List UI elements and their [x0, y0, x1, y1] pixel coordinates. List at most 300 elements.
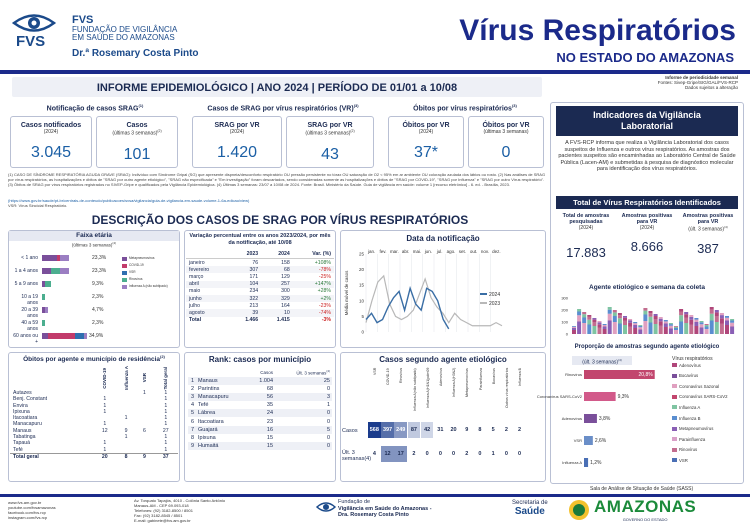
amazonas-flag-icon — [568, 499, 590, 521]
stack-bar — [638, 330, 642, 335]
vr-title: Casos de SRAG por vírus respiratórios (VR)$^{(3)}$ — [207, 103, 359, 113]
lab-legend-swatch — [672, 384, 677, 388]
stack-bar — [674, 327, 678, 328]
agentes-title: Casos segundo agente etiológico — [379, 355, 507, 364]
mun-cell: 8 — [124, 453, 128, 460]
rank-cell: 6 — [190, 418, 194, 425]
stack-bar — [649, 313, 653, 316]
line-ytick: 15 — [358, 282, 364, 288]
lab-prop-sub: (últ. 3 semanas)$^{(4)}$ — [572, 356, 632, 365]
var-cell: 213 — [249, 302, 259, 309]
age-bar-segment — [51, 268, 60, 274]
stack-bar — [725, 318, 729, 321]
org-acronym: FVS — [72, 14, 94, 26]
mun-cell: 1 — [103, 408, 107, 415]
stack-ytick: 300 — [561, 295, 568, 301]
mun-cell: Benj. Constant — [13, 396, 48, 403]
org-dr: Dr.ª Rosemary Costa Pinto — [72, 48, 199, 59]
mun-cell: Tapauá — [13, 440, 31, 447]
stack-bar — [638, 325, 642, 326]
agentes-col-label: Parainfluenza — [478, 368, 483, 390]
stack-bar — [638, 326, 642, 327]
age-legend-label: COVID-19 — [129, 263, 144, 267]
age-bar-segment — [42, 320, 45, 326]
stack-bar — [649, 311, 653, 313]
var-cell: abril — [186, 281, 230, 288]
mun-cell: 1 — [164, 396, 168, 403]
stack-bar — [572, 328, 576, 330]
agentes-casos-cell: 249 — [394, 422, 407, 438]
stack-bar — [608, 310, 612, 314]
var-cell: 1.415 — [276, 317, 290, 324]
page-subtitle: NO ESTADO DO AMAZONAS — [556, 50, 734, 65]
age-legend-swatch — [122, 264, 127, 268]
stack-bar — [613, 316, 617, 322]
rank-cell: Guajará — [198, 426, 218, 433]
agentes-row-label: Casos — [342, 428, 358, 434]
lab-legend-label: Adenovírus — [679, 362, 701, 368]
line-month-label: abr. — [401, 249, 410, 254]
stack-bar — [669, 329, 673, 335]
stack-bar — [603, 324, 607, 325]
lab-legend-label: Bocavírus — [679, 373, 699, 379]
lab-legend-label: Coronavírus Sazonal — [679, 383, 720, 389]
age-chart — [10, 255, 180, 347]
mun-cell: 9 — [124, 427, 128, 434]
footer-link-facebook[interactable]: facebook.com/fvs.rcp — [8, 510, 46, 515]
rank-cell: 56 — [266, 393, 274, 400]
rank-cell: 5 — [190, 410, 194, 417]
stack-bar — [679, 315, 683, 321]
stack-bar — [705, 325, 709, 327]
agentes-casos-cell: 9 — [465, 427, 469, 433]
agentes-col-label: Influenza A(H3N2) — [452, 368, 457, 398]
rank-cell: 3 — [190, 393, 194, 400]
agentes-col-label: Adenovírus — [439, 368, 443, 387]
stack-bar — [587, 320, 591, 325]
age-row-pct: 9,3% — [92, 281, 104, 287]
age-row-pct: 2,3% — [92, 320, 104, 326]
agentes-ult-cell: 1 — [491, 451, 495, 457]
rank-cell: 0 — [326, 385, 330, 392]
age-row-label: 10 a 19 anos — [21, 294, 38, 306]
stack-bar — [628, 323, 632, 327]
stack-bar — [720, 324, 724, 335]
rank-cell: 0 — [326, 434, 330, 441]
page-title: Vírus Respiratórios — [459, 14, 736, 47]
lab-prop-title: Proporção de amostras segundo agente etiológico — [574, 344, 720, 350]
line-month-label: mar. — [389, 249, 399, 254]
rank-cell: 1 — [326, 402, 330, 409]
stack-bar — [664, 324, 668, 328]
rank-cell: Humaitá — [198, 443, 219, 450]
rank-cell: 15 — [266, 443, 274, 450]
stack-bar — [705, 327, 709, 330]
age-row-label: < 1 ano — [21, 255, 38, 261]
mun-cell: 1 — [164, 446, 168, 453]
mun-header-cell: Influenza A — [123, 366, 129, 390]
lab-kpi-total: Total de amostras pesquisadas (2024) 17.883 — [562, 213, 610, 260]
stack-ytick: 100 — [561, 319, 568, 325]
stack-bar — [643, 308, 647, 311]
var-cell: -25% — [318, 273, 331, 280]
srag-kpi-ultimas: Casos (últimas 3 semanas)$^{(2)}$ 101 — [96, 116, 178, 168]
stack-bar — [684, 314, 688, 317]
info-bar-text: INFORME EPIDEMIOLÓGICO | ANO 2024 | PERÍODO DE 01/01 a 10/08 — [96, 82, 458, 94]
agentes-ult-cell: 0 — [438, 451, 442, 457]
var-cell: maio — [189, 288, 201, 295]
age-bar-segment — [75, 333, 84, 339]
prop-bar-value: 20,8% — [638, 372, 653, 378]
lab-legend-label: Influenza A — [679, 404, 701, 410]
var-row — [186, 302, 334, 309]
age-legend-swatch — [122, 257, 127, 261]
var-cell: +28% — [317, 288, 331, 295]
var-cell: -3% — [321, 317, 331, 324]
agentes-ult-cell: 2 — [412, 451, 416, 457]
mun-cell — [117, 447, 135, 454]
age-row-label: 60 anos ou + — [13, 333, 38, 345]
var-cell: 322 — [230, 295, 262, 302]
footer-link-youtube[interactable]: youtube.com/fvsamazonas — [8, 505, 56, 510]
rank-cell: 15 — [266, 434, 274, 441]
obitos-kpi-ultimas: Óbitos por VR (últimas 3 semanas) 0 — [468, 116, 544, 168]
line-month-label: out. — [469, 249, 478, 254]
mun-cell: 1 — [103, 446, 107, 453]
rank-row — [188, 434, 332, 442]
stack-bar — [603, 325, 607, 327]
stack-bar — [720, 313, 724, 315]
lab-legend-label: Parainfluenza — [679, 436, 706, 442]
rank-row — [188, 417, 332, 425]
mun-cell: 37 — [162, 453, 169, 460]
line-ylabel: Média móvel de casos — [344, 270, 349, 316]
lab-stacked-chart — [556, 292, 738, 342]
stack-bar — [633, 322, 637, 323]
stack-bar — [603, 329, 607, 334]
line-title: Data da notificação — [406, 234, 480, 243]
lab-legend-swatch — [672, 405, 677, 409]
mun-cell: 1 — [103, 440, 107, 447]
rank-cell: Tefé — [198, 402, 209, 409]
age-legend-label: Metapneumovírus — [129, 256, 155, 260]
var-header-cell — [186, 250, 230, 259]
var-cell: 158 — [281, 259, 290, 266]
rank-cell: 0 — [326, 410, 330, 417]
stack-bar — [730, 327, 734, 335]
mun-cell: 1 — [143, 390, 146, 396]
rank-cell: 1.004 — [259, 377, 274, 384]
stack-ytick: 0 — [565, 331, 568, 337]
lab-title: Indicadores da Vigilância Laboratorial — [556, 106, 738, 136]
agentes-ult-cell: 0 — [504, 451, 508, 457]
agentes-col-label: COVID-19 — [386, 368, 391, 385]
stack-bar — [618, 318, 622, 323]
stack-bar — [725, 321, 729, 326]
stack-bar — [577, 309, 581, 312]
stack-bar — [684, 318, 688, 324]
age-row-pct: 23,3% — [92, 268, 107, 274]
stack-bar — [689, 317, 693, 320]
mun-cell: Autazes — [13, 390, 32, 396]
stack-bar — [628, 321, 632, 323]
var-cell: +2% — [293, 295, 334, 302]
age-bar-segment — [42, 255, 57, 261]
var-cell: 300 — [281, 288, 290, 295]
mun-cell: 1 — [124, 415, 128, 422]
stack-bar — [725, 325, 729, 334]
agentes-casos-cell: 8 — [478, 427, 482, 433]
age-legend-swatch — [122, 285, 127, 289]
stack-bar — [592, 326, 596, 334]
stack-bar — [582, 314, 586, 317]
agentes-col-label: Influenza A(H1N1)pdm09 — [425, 368, 430, 409]
rank-cell: Itacoatiara — [198, 418, 224, 425]
prop-bar-value: 3,8% — [598, 416, 611, 422]
agentes-col-label: Rinovírus — [399, 368, 404, 384]
footer-fvs-logo-icon — [316, 500, 336, 514]
var-cell: janeiro — [189, 259, 205, 266]
stack-bar — [659, 326, 663, 335]
stack-bar — [720, 315, 724, 318]
line-ytick: 10 — [358, 298, 364, 304]
srag-title: Notificação de casos SRAG$^{(1)}$ — [46, 103, 144, 113]
footer-link-site[interactable]: www.fvs.am.gov.br — [8, 500, 42, 505]
mun-cell: 1 — [164, 408, 168, 415]
stack-bar — [598, 321, 602, 322]
agentes-ult-cell: 0 — [518, 451, 522, 457]
stack-bar — [643, 311, 647, 315]
mun-cell: 27 — [162, 427, 169, 434]
rank-cell: Manacapuru — [198, 393, 229, 400]
stack-bar — [592, 318, 596, 320]
stack-bar — [623, 321, 627, 326]
var-cell: 104 — [230, 281, 262, 288]
section-title-descricao: DESCRIÇÃO DOS CASOS DE SRAG POR VÍRUS RESPIRATÓRIOS — [91, 213, 469, 227]
var-cell: 164 — [281, 302, 290, 309]
age-row-label: 40 a 59 anos — [21, 320, 38, 332]
stack-bar — [700, 322, 704, 324]
var-cell: março — [189, 273, 204, 280]
stack-bar — [720, 318, 724, 323]
line-month-label: nov. — [480, 249, 490, 254]
line-month-label: jun. — [424, 249, 432, 254]
stack-bar — [730, 323, 734, 327]
agentes-casos-cell: 87 — [408, 422, 421, 438]
age-bar-segment — [48, 333, 75, 339]
stack-bar — [623, 316, 627, 318]
line-month-label: set. — [458, 249, 466, 254]
stack-bar — [633, 325, 637, 328]
stack-bar — [710, 307, 714, 310]
stack-bar — [669, 324, 673, 326]
stack-bar — [689, 325, 693, 335]
stack-bar — [730, 321, 734, 323]
line-month-label: fev. — [379, 249, 387, 254]
lab-agente-title: Agente etiológico e semana da coleta — [589, 284, 705, 291]
rank-cell: Parintins — [198, 385, 220, 392]
stack-bar — [608, 321, 612, 335]
age-legend-swatch — [122, 278, 127, 282]
mun-cell — [135, 447, 153, 454]
stack-bar — [577, 322, 581, 335]
mun-cell: 1 — [164, 440, 168, 447]
line-month-label: dez. — [492, 249, 501, 254]
stack-bar — [705, 324, 709, 325]
var-cell: 68 — [261, 266, 293, 273]
rank-cell: 9 — [190, 443, 194, 450]
stack-bar — [608, 314, 612, 321]
prop-bar — [584, 414, 597, 423]
rank-row — [188, 426, 332, 434]
prop-bar-label: Adenovírus — [561, 416, 582, 421]
rank-cell: 4 — [190, 402, 194, 409]
stack-bar — [638, 327, 642, 329]
var-row — [186, 259, 334, 267]
rank-row — [188, 409, 332, 417]
stack-bar — [628, 319, 632, 321]
stack-bar — [725, 316, 729, 318]
var-cell: Total — [189, 317, 202, 324]
age-bar-segment — [84, 333, 87, 339]
stack-bar — [700, 324, 704, 327]
stack-bar — [659, 319, 663, 322]
var-header-cell: 2023 — [230, 250, 262, 259]
stack-bar — [592, 322, 596, 326]
mun-header-blank — [10, 366, 93, 390]
stack-bar — [587, 317, 591, 320]
vr-kpi-2024: SRAG por VR (2024) 1.420 — [192, 116, 282, 168]
agentes-table — [342, 366, 544, 480]
rank-header-cell: Casos — [260, 369, 274, 375]
agentes-col-label: Outros vírus respiratórios — [505, 368, 509, 409]
rank-header-cell — [188, 368, 196, 377]
var-cell: 39 — [230, 309, 262, 316]
stack-bar — [679, 322, 683, 335]
mun-header-cell: Total geral — [163, 366, 169, 390]
var-row — [186, 266, 334, 273]
lab-kpi-ultimas: Amostras positivas para VR (últ. 3 semanas)$^{(4)}$ 387 — [682, 213, 734, 256]
stack-bar — [654, 314, 658, 316]
stack-bar — [710, 310, 714, 314]
var-row — [186, 273, 334, 280]
mun-cell: Tabatinga — [13, 434, 36, 441]
var-header-cell: 2024 — [261, 250, 293, 259]
rank-cell: 24 — [266, 410, 274, 417]
stack-bar — [659, 317, 663, 319]
lab-legend-swatch — [672, 395, 677, 399]
stack-bar — [710, 321, 714, 335]
var-cell: 234 — [249, 288, 259, 295]
agentes-ult-cell: 0 — [425, 451, 429, 457]
stack-bar — [654, 319, 658, 324]
lab-legend-swatch — [672, 427, 677, 431]
age-bar-segment — [45, 307, 48, 313]
mun-cell: 1 — [103, 396, 107, 403]
stack-bar — [694, 320, 698, 322]
stack-bar — [618, 324, 622, 335]
age-bar-segment — [42, 294, 45, 300]
agentes-ult-cell: 2 — [465, 451, 469, 457]
rank-cell: 5 — [326, 426, 330, 433]
lab-legend-swatch — [672, 416, 677, 420]
agentes-col-label: Metapneumovírus — [465, 368, 470, 397]
agentes-col-label: Influenza B — [518, 368, 523, 386]
mun-row — [10, 453, 178, 460]
stack-bar — [694, 322, 698, 326]
var-cell: +147% — [293, 281, 334, 288]
stack-bar — [633, 323, 637, 325]
sala-label: Sala de Análise de Situação de Saúde (SASS) — [590, 486, 694, 492]
footer-sec: Secretaria de Saúde — [512, 500, 548, 517]
lab-legend-label: Coronavírus SARS-CoV2 — [679, 394, 728, 400]
age-row-pct: 34,9% — [89, 333, 104, 339]
line-chart — [342, 246, 544, 346]
stack-bar — [669, 323, 673, 324]
lab-legend-swatch — [672, 363, 677, 367]
line-ytick: 5 — [361, 313, 364, 319]
prop-bar-label: Coronavírus SARS-CoV2 — [536, 394, 582, 399]
stack-bar — [715, 310, 719, 312]
var-cell: -23% — [318, 302, 331, 309]
var-cell: julho — [189, 302, 200, 309]
stack-bar — [715, 316, 719, 322]
var-cell: 129 — [281, 273, 290, 280]
rank-row — [188, 385, 332, 393]
mun-cell: Manacapuru — [13, 421, 42, 428]
stack-bar — [633, 328, 637, 334]
lab-legend-label: Influenza B — [679, 415, 701, 421]
stack-bar — [705, 329, 709, 334]
agentes-col-label: Bocavírus — [491, 368, 496, 384]
lab-total-title: Total de Vírus Respiratórios Identificados — [556, 196, 738, 209]
var-table — [186, 250, 334, 324]
periodicity: Informe de periodicidade semanal Fontes: Sivep-Gripe/SIG/GAL/FVS-RCP Dados sujeitos a alteração — [657, 75, 738, 90]
rank-cell: 1 — [190, 377, 194, 384]
lab-legend-swatch — [672, 448, 677, 452]
var-header-cell: Var. (%) — [293, 250, 334, 259]
age-legend-swatch — [122, 271, 127, 275]
stack-bar — [664, 327, 668, 334]
mun-title: Óbitos por agente e município de residência$^{(2)}$ — [23, 354, 165, 364]
notes-link[interactable]: (https://www.gov.br/saude/pt-br/centrais-de-conteudo/publicacoes/svsa/vigilancia/guia-de-vigilancia-em-saude-volume-1-6a-edicao/view) — [8, 198, 250, 203]
stack-bar — [587, 315, 591, 317]
rank-cell: 3 — [326, 393, 330, 400]
stack-bar — [608, 307, 612, 310]
stack-bar — [577, 312, 581, 316]
var-cell: 329 — [261, 295, 293, 302]
line-month-label: jan. — [368, 249, 376, 254]
stack-bar — [623, 325, 627, 334]
stack-bar — [694, 318, 698, 320]
stack-bar — [700, 321, 704, 322]
mun-cell: 1 — [124, 434, 128, 441]
agentes-ult-cell: 0 — [452, 451, 456, 457]
stack-bar — [643, 321, 647, 334]
line-series-2024 — [366, 288, 449, 329]
logo-fvs-text: FVS — [16, 33, 46, 50]
agentes-casos-cell: 20 — [450, 427, 457, 433]
mun-cell: Tefé — [13, 446, 23, 453]
footer-link-instagram[interactable]: instagram.com/fvs.rcp — [8, 515, 48, 520]
footer-fvs: Fundação de Vigilância em Saúde do Amazonas - Dra. Rosemary Costa Pinto — [338, 499, 432, 518]
var-cell: fevereiro — [186, 266, 230, 273]
var-cell: 1.466 — [245, 317, 259, 324]
footer-gov: AMAZONAS GOVERNO DO ESTADO — [594, 497, 697, 522]
mun-cell: 1 — [164, 421, 168, 428]
stack-bar — [684, 323, 688, 334]
stack-bar — [582, 323, 586, 334]
